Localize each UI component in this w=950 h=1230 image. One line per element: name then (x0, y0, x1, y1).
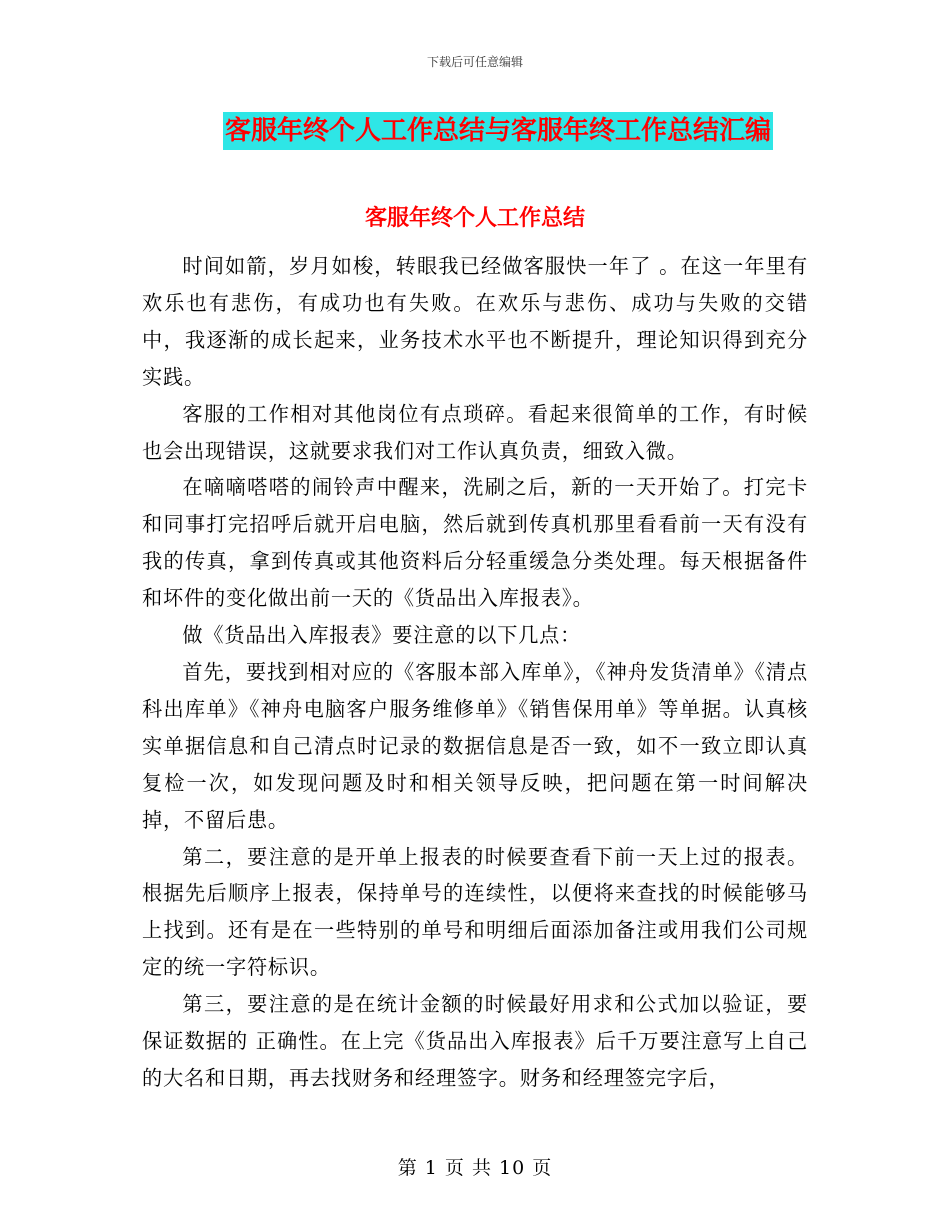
paragraph: 客服的工作相对其他岗位有点琐碎。看起来很简单的工作，有时候也会出现错误，这就要求我们对工作认真负责，细致入微。 (142, 401, 808, 463)
paragraph: 第三，要注意的是在统计金额的时候最好用求和公式加以验证，要保证数据的 正确性。在上完《货品出入库报表》后千万要注意写上自己的大名和日期，再去找财务和经理签字。财务和经理签完字后， (142, 992, 808, 1090)
paragraph: 在嘀嘀嗒嗒的闹铃声中醒来，洗刷之后，新的一天开始了。打完卡和同事打完招呼后就开启电脑，然后就到传真机那里看看前一天有没有我的传真，拿到传真或其他资料后分轻重缓急分类处理。每天根据备件和坏件的变化做出前一天的《货品出入库报表》。 (142, 475, 808, 611)
section-title: 客服年终个人工作总结 (364, 206, 585, 231)
paragraph: 时间如箭，岁月如梭，转眼我已经做客服快一年了 。在这一年里有欢乐也有悲伤，有成功也有失败。在欢乐与悲伤、成功与失败的交错中，我逐渐的成长起来，业务技术水平也不断提升，理论知识得到充分实践。 (142, 254, 808, 389)
paragraph: 第二，要注意的是开单上报表的时候要查看下前一天上过的报表。根据先后顺序上报表，保持单号的连续性，以便将来查找的时候能够马上找到。还有是在一些特别的单号和明细后面添加备注或用我们公司规定的统一字符标识。 (142, 844, 808, 980)
document-title-container (0, 112, 950, 150)
paragraph: 首先，要找到相对应的《客服本部入库单》，《神舟发货清单》《清点科出库单》《神舟电脑客户服务维修单》《销售保用单》等单据。认真核实单据信息和自己清点时记录的数据信息是否一致，如不一致立即认真复检一次，如发现问题及时和相关领导反映，把问题在第一时间解决掉，不留后患。 (142, 659, 808, 832)
paragraph: 做《货品出入库报表》要注意的以下几点： (182, 623, 582, 648)
page-number-footer: 第 1 页 共 10 页 (397, 1157, 553, 1179)
document-title: 客服年终个人工作总结与客服年终工作总结汇编 (223, 112, 773, 150)
page-header-note: 下载后可任意编辑 (426, 55, 523, 69)
document-body (142, 248, 808, 1097)
